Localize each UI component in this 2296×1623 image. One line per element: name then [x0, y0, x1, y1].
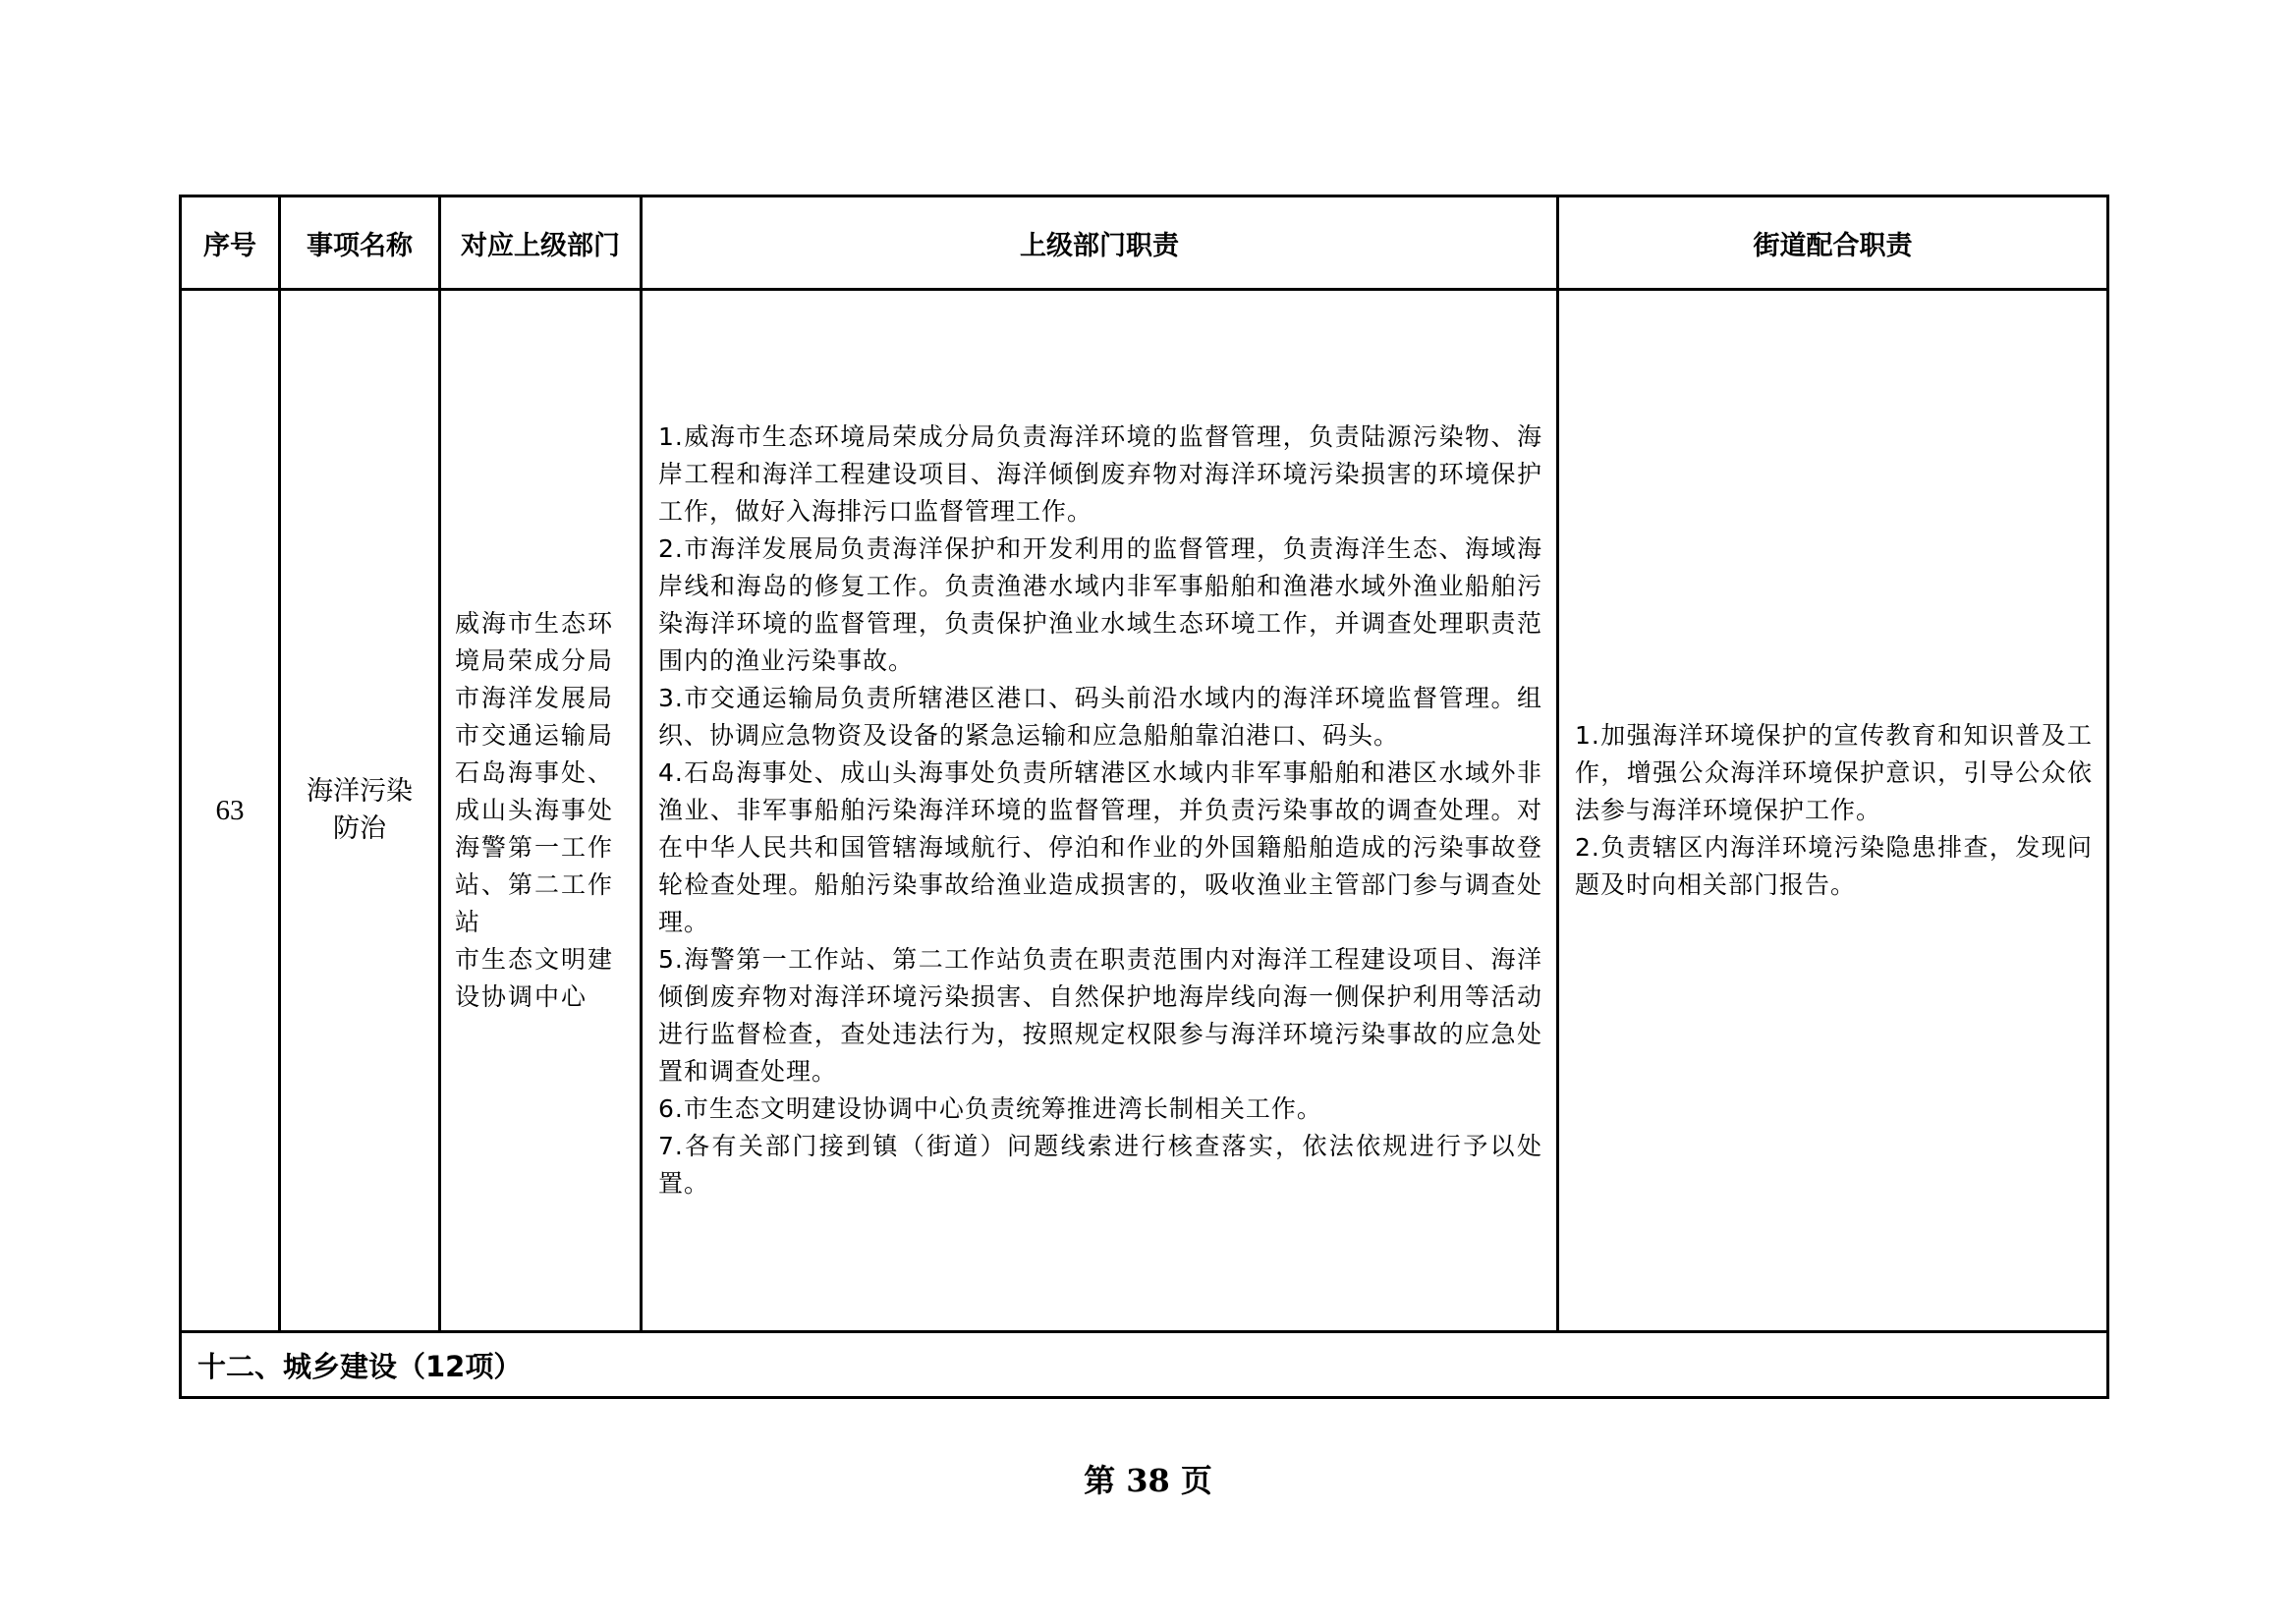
- street-duty-item: 1.加强海洋环境保护的宣传教育和知识普及工作，增强公众海洋环境保护意识，引导公众依法参与海洋环境保护工作。: [1575, 721, 2093, 824]
- table-row: [181, 290, 2108, 1332]
- row-item-name-cell: [280, 290, 440, 1332]
- section-title: 十二、城乡建设（12项）: [181, 1332, 2108, 1398]
- upper-dept: 市海洋发展局: [455, 684, 615, 712]
- row-street-duties: [1558, 290, 2108, 1332]
- upper-duty-item: 3.市交通运输局负责所辖港区港口、码头前沿水域内的海洋环境监督管理。组织、协调应急物资及设备的紧急运输和应急船舶靠泊港口、码头。: [658, 684, 1542, 750]
- upper-dept: 市交通运输局: [455, 721, 615, 750]
- header-street-duty: 街道配合职责: [1558, 196, 2108, 290]
- page-number: 第 38 页: [1084, 1462, 1212, 1499]
- upper-duty-item: 1.威海市生态环境局荣成分局负责海洋环境的监督管理，负责陆源污染物、海岸工程和海洋工程建设项目、海洋倾倒废弃物对海洋环境污染损害的环境保护工作，做好入海排污口监督管理工作。: [658, 422, 1542, 526]
- row-item-name: 海洋污染防治: [307, 776, 413, 844]
- header-upper-dept: 对应上级部门: [440, 196, 642, 290]
- upper-dept: 市生态文明建设协调中心: [455, 945, 615, 1011]
- upper-duty-item: 4.石岛海事处、成山头海事处负责所辖港区水域内非军事船舶和港区水域外非渔业、非军事船舶污染海洋环境的监督管理，并负责污染事故的调查处理。对在中华人民共和国管辖海域航行、停泊和作业的外国籍船舶造成的污染事故登轮检查处理。船舶污染事故给渔业造成损害的，吸收渔业主管部门参与调查处理。: [658, 758, 1542, 936]
- row-index: 63: [181, 290, 280, 1332]
- section-row: [181, 1332, 2108, 1398]
- table-header-row: [181, 196, 2108, 290]
- duty-table: [179, 195, 2109, 1399]
- header-upper-duty: 上级部门职责: [642, 196, 1558, 290]
- upper-duty-item: 5.海警第一工作站、第二工作站负责在职责范围内对海洋工程建设项目、海洋倾倒废弃物对海洋环境污染损害、自然保护地海岸线向海一侧保护利用等活动进行监督检查，查处违法行为，按照规定权限参与海洋环境污染事故的应急处置和调查处理。: [658, 945, 1542, 1086]
- upper-dept: 威海市生态环境局荣成分局: [455, 609, 615, 675]
- row-upper-depts: [440, 290, 642, 1332]
- row-upper-duties: [642, 290, 1558, 1332]
- street-duty-item: 2.负责辖区内海洋环境污染隐患排查，发现问题及时向相关部门报告。: [1575, 833, 2093, 899]
- upper-dept: 石岛海事处、成山头海事处: [455, 758, 615, 824]
- upper-duty-item: 7.各有关部门接到镇（街道）问题线索进行核查落实，依法依规进行予以处置。: [658, 1132, 1542, 1198]
- upper-dept: 海警第一工作站、第二工作站: [455, 833, 615, 936]
- header-index: 序号: [181, 196, 280, 290]
- upper-duty-item: 6.市生态文明建设协调中心负责统筹推进湾长制相关工作。: [658, 1094, 1322, 1123]
- upper-duty-item: 2.市海洋发展局负责海洋保护和开发利用的监督管理，负责海洋生态、海域海岸线和海岛的修复工作。负责渔港水域内非军事船舶和渔港水域外渔业船舶污染海洋环境的监督管理，负责保护渔业水域生态环境工作，并调查处理职责范围内的渔业污染事故。: [658, 534, 1542, 675]
- header-item-name: 事项名称: [280, 196, 440, 290]
